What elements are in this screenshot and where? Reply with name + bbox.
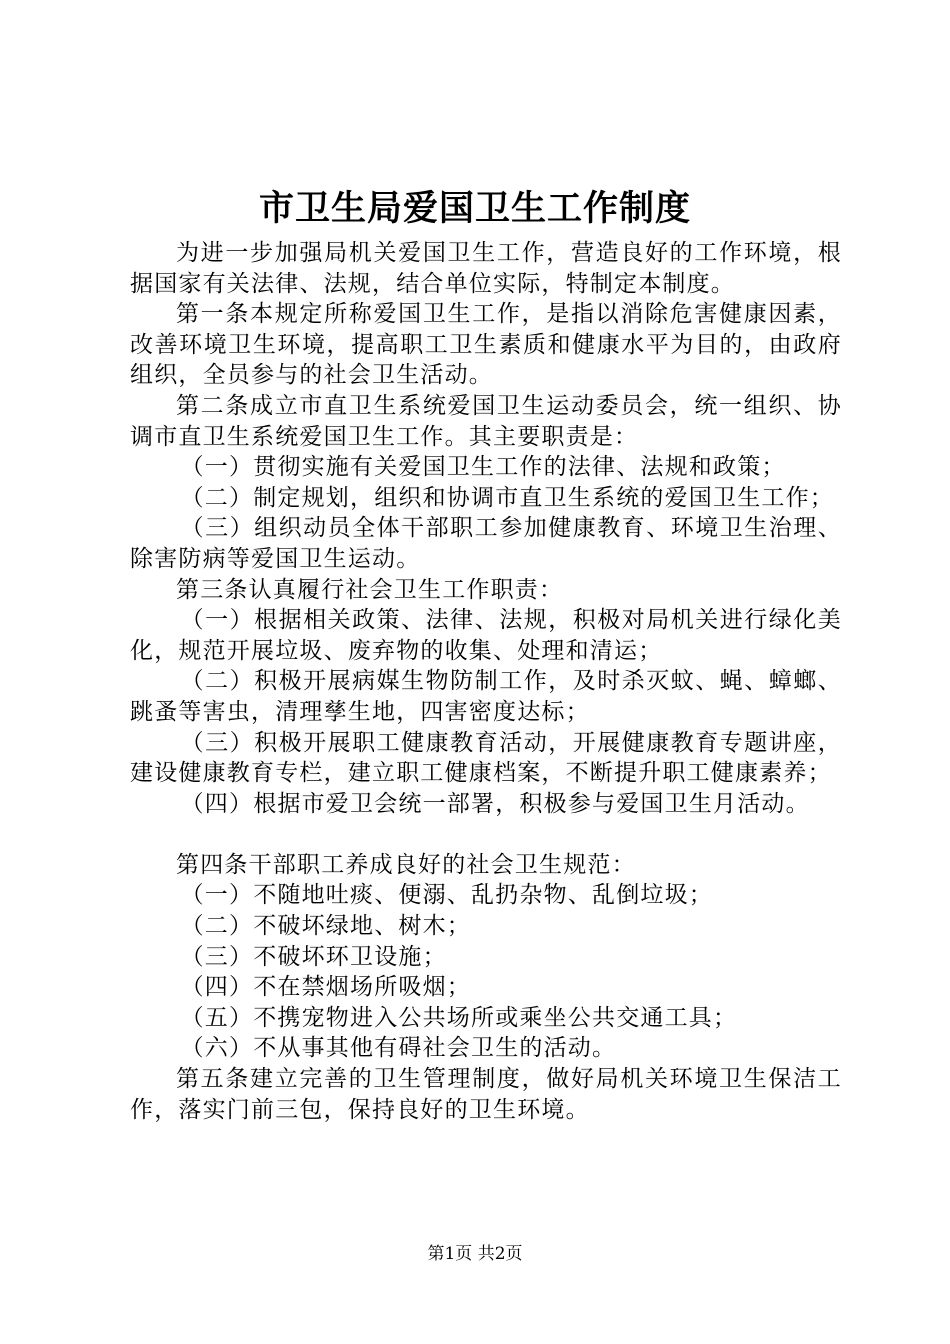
- article-2-item-3: （三）组织动员全体干部职工参加健康教育、环境卫生治理、除害防病等爱国卫生运动。: [130, 515, 842, 572]
- article-3-item-4: （四）根据市爱卫会统一部署，积极参与爱国卫生月活动。: [180, 790, 810, 817]
- article-3-item-2: （二）积极开展病媒生物防制工作，及时杀灭蚊、蝇、蟑螂、跳蚤等害虫，清理孳生地，四害密度达标；: [130, 668, 842, 725]
- document-body: [130, 238, 842, 1125]
- article-4-item-6: （六）不从事其他有碍社会卫生的活动。: [180, 1035, 617, 1062]
- article-4: 第四条干部职工养成良好的社会卫生规范：: [176, 851, 636, 878]
- article-4-item-4: （四）不在禁烟场所吸烟；: [180, 974, 471, 1001]
- page-footer: 第1页 共2页: [427, 1244, 523, 1264]
- article-3: 第三条认真履行社会卫生工作职责：: [176, 576, 564, 603]
- article-3-item-1: （一）根据相关政策、法律、法规，积极对局机关进行绿化美化，规范开展垃圾、废弃物的收集、处理和清运；: [130, 607, 842, 664]
- document-title: 市卫生局爱国卫生工作制度: [258, 188, 691, 229]
- article-4-item-2: （二）不破坏绿地、树木；: [180, 913, 471, 940]
- article-2-item-2: （二）制定规划，组织和协调市直卫生系统的爱国卫生工作；: [180, 484, 834, 511]
- article-1: 第一条本规定所称爱国卫生工作，是指以消除危害健康因素，改善环境卫生环境，提高职工卫生素质和健康水平为目的，由政府组织，全员参与的社会卫生活动。: [130, 301, 842, 389]
- article-4-item-5: （五）不携宠物进入公共场所或乘坐公共交通工具；: [180, 1004, 738, 1031]
- intro-paragraph: 为进一步加强局机关爱国卫生工作，营造良好的工作环境，根据国家有关法律、法规，结合单位实际，特制定本制度。: [130, 240, 842, 297]
- article-3-item-3: （三）积极开展职工健康教育活动，开展健康教育专题讲座，建设健康教育专栏，建立职工健康档案，不断提升职工健康素养；: [130, 729, 842, 787]
- article-2: 第二条成立市直卫生系统爱国卫生运动委员会，统一组织、协调市直卫生系统爱国卫生工作。其主要职责是：: [130, 392, 842, 450]
- article-2-item-1: （一）贯彻实施有关爱国卫生工作的法律、法规和政策；: [180, 454, 786, 481]
- article-5: 第五条建立完善的卫生管理制度，做好局机关环境卫生保洁工作，落实门前三包，保持良好的卫生环境。: [130, 1066, 842, 1123]
- article-4-item-1: （一）不随地吐痰、便溺、乱扔杂物、乱倒垃圾；: [180, 882, 713, 909]
- article-4-item-3: （三）不破坏环卫设施；: [180, 943, 447, 970]
